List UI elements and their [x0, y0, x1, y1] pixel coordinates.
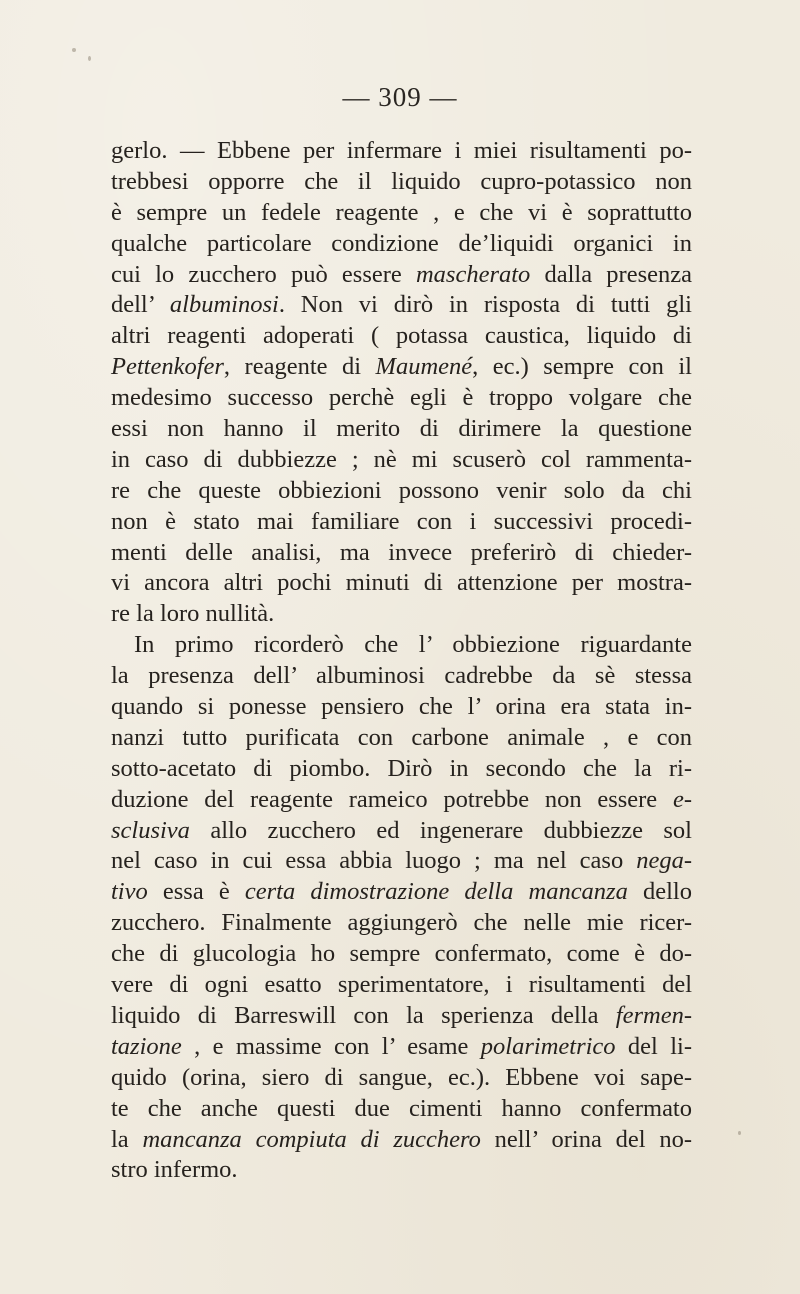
- page-number: — 309 —: [342, 82, 458, 112]
- text-line: [111, 970, 692, 1001]
- text-run: re la loro nullità.: [111, 600, 275, 628]
- text-run: liquido di Barreswill con la sperienza della: [111, 1001, 616, 1029]
- italic-text: albuminosi: [169, 291, 279, 319]
- text-run: nel caso in cui essa abbia luogo ; ma nel caso: [111, 847, 637, 875]
- italic-text: nega-: [636, 847, 692, 875]
- text-run: dell’: [111, 291, 170, 319]
- text-run: non è stato mai familiare con i successivi procedi-: [111, 507, 692, 535]
- text-line: [111, 260, 692, 291]
- italic-text: mancanza compiuta di zucchero: [142, 1125, 481, 1153]
- text-line: [111, 383, 692, 414]
- text-run: del li-: [615, 1032, 692, 1060]
- text-line: [111, 1125, 692, 1156]
- italic-text: fermen-: [615, 1001, 692, 1029]
- text-run: allo zucchero ed ingenerare dubbiezze sol: [189, 816, 692, 844]
- text-run: te che anche questi due cimenti hanno confermato: [111, 1094, 692, 1122]
- italic-text: mascherato: [415, 260, 531, 288]
- text-line: [111, 1155, 692, 1186]
- text-run: vere di ogni esatto sperimentatore, i risultamenti del: [111, 971, 692, 999]
- text-line: [111, 568, 692, 599]
- italic-text: Pettenkofer: [111, 353, 224, 381]
- text-run: essi non hanno il merito di dirimere la questione: [111, 415, 692, 443]
- text-run: gerlo. — Ebbene per infermare i miei risultamenti po-: [111, 137, 692, 164]
- text-line: [111, 877, 692, 908]
- paper-speck: [88, 56, 91, 61]
- text-run: sotto-acetato di piombo. Dirò in secondo che la ri-: [111, 754, 692, 782]
- text-line: [111, 599, 692, 630]
- text-line: [111, 290, 692, 321]
- text-line: [111, 1001, 692, 1032]
- text-line: [111, 476, 692, 507]
- text-run: dalla presenza: [530, 260, 692, 288]
- text-run: duzione del reagente rameico potrebbe non essere: [111, 785, 673, 813]
- text-line: [111, 198, 692, 229]
- text-line: [111, 939, 692, 970]
- text-line: [111, 414, 692, 445]
- text-line: [111, 692, 692, 723]
- text-run: quido (orina, siero di sangue, ec.). Ebbene voi sape-: [111, 1063, 692, 1091]
- text-run: dello: [627, 878, 692, 906]
- text-line: [111, 785, 692, 816]
- paper-speck: [72, 48, 76, 52]
- text-run: è sempre un fedele reagente , e che vi è soprattutto: [111, 198, 692, 226]
- text-line: [111, 908, 692, 939]
- text-run: che di glucologia ho sempre confermato, come è do-: [111, 940, 692, 968]
- text-run: stro infermo.: [111, 1156, 238, 1184]
- italic-text: e-: [672, 785, 692, 813]
- text-run: la: [111, 1125, 143, 1153]
- text-line: [111, 507, 692, 538]
- text-line: [111, 352, 692, 383]
- text-line: [111, 538, 692, 569]
- text-line: [111, 1063, 692, 1094]
- text-line: [111, 846, 692, 877]
- text-line: [111, 1032, 692, 1063]
- text-run: menti delle analisi, ma invece preferirò di chieder-: [111, 538, 692, 566]
- text-run: cui lo zucchero può essere: [111, 260, 416, 288]
- text-line: [111, 167, 692, 198]
- text-line: [111, 816, 692, 847]
- text-run: . Non vi dirò in risposta di tutti gli: [278, 291, 692, 319]
- italic-text: tivo: [111, 878, 148, 906]
- italic-text: tazione: [111, 1032, 182, 1060]
- text-run: medesimo successo perchè egli è troppo volgare che: [111, 384, 692, 412]
- text-line: [111, 321, 692, 352]
- text-run: nell’ orina del no-: [480, 1125, 692, 1153]
- text-line: [111, 136, 692, 167]
- text-run: trebbesi opporre che il liquido cupro-potassico non: [111, 167, 692, 195]
- text-run: quando si ponesse pensiero che l’ orina era stata in-: [111, 693, 692, 721]
- text-line: [111, 445, 692, 476]
- text-run: essa è: [147, 878, 245, 906]
- text-line: [111, 630, 692, 661]
- text-line: [111, 754, 692, 785]
- italic-text: Maumené: [375, 353, 473, 381]
- text-run: qualche particolare condizione de’liquidi organici in: [111, 229, 692, 257]
- text-line: [111, 229, 692, 260]
- text-line: [111, 723, 692, 754]
- text-run: re che queste obbiezioni possono venir solo da chi: [111, 476, 692, 504]
- text-run: , ec.) sempre con il: [472, 353, 692, 381]
- text-run: nanzi tutto purificata con carbone animale , e con: [111, 723, 692, 751]
- text-run: In primo ricorderò che l’ obbiezione riguardante: [134, 631, 692, 659]
- text-run: in caso di dubbiezze ; nè mi scuserò col rammenta-: [111, 445, 692, 473]
- text-run: zucchero. Finalmente aggiungerò che nelle mie ricer-: [111, 909, 692, 937]
- text-run: altri reagenti adoperati ( potassa caustica, liquido di: [111, 322, 692, 350]
- paper-speck: [738, 1131, 741, 1135]
- italic-text: sclusiva: [111, 816, 190, 844]
- italic-text: polarimetrico: [480, 1032, 616, 1060]
- text-run: la presenza dell’ albuminosi cadrebbe da sè stessa: [111, 662, 692, 690]
- italic-text: certa dimostrazione della mancanza: [244, 878, 628, 906]
- text-line: [111, 661, 692, 692]
- text-run: vi ancora altri pochi minuti di attenzione per mostra-: [111, 569, 692, 597]
- body-text: [111, 136, 692, 1186]
- text-run: , reagente di: [223, 353, 376, 381]
- text-line: [111, 1094, 692, 1125]
- text-run: , e massime con l’ esame: [181, 1032, 481, 1060]
